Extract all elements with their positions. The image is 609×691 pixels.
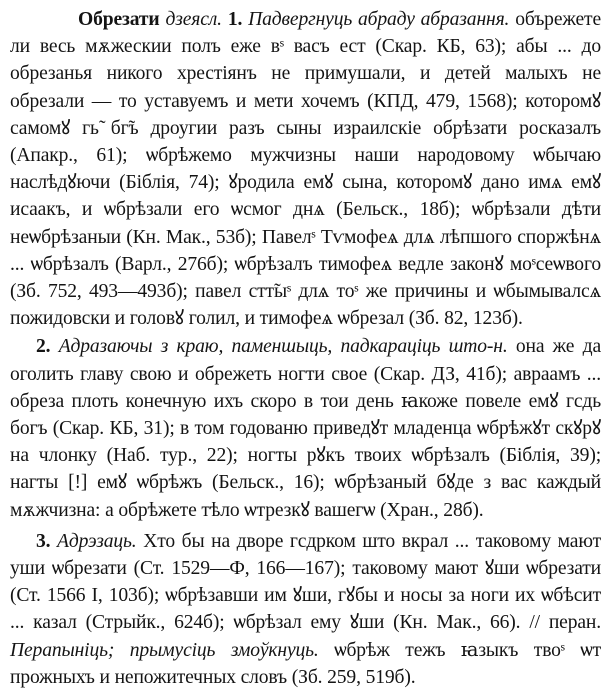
grammar-label: дзеясл. (165, 9, 222, 30)
sense-definition: Адрэзаць. (57, 530, 137, 552)
sense-citations: Хто бы на дворе гсдрком што вкрал ... таковому мают уши ѡбрезати (Ст. 1529—Ф, 166—167); таковому мают ꙋши ѡбрезати (Ст. 1566 I, 103б); ѡбрѣзавши им ꙋши, гꙋбы и носы за ноги их ѡбѣсит ... казал (Стрыйк., 624б); ѡбрѣзал ему ꙋши (Кн. Мак., 66). // перан. (10, 530, 601, 634)
headword: Обрезати (78, 9, 160, 30)
sense-1-paragraph (10, 6, 601, 332)
figurative-citation: ѡбрѣж тежъ ꙗзыкъ твоˢ ѡт прожныхъ и непожитечных словъ (Зб. 259, 519б). (10, 639, 601, 688)
sense-citations: она же да оголить главу свою и обрежеть ногти свое (Скар. ДЗ, 41б); авраамъ ... обреза плоть конечную ихъ скоро в тои день ꙗкоже повеле емꙋ гсдь богъ (Скар. КБ, 31); в том годованю приведꙋт младенца ѡбрѣжꙋт скꙋрꙋ на члонку (Наб. тур., 22); ногты рꙋкъ твоих ѡбрѣзалъ (Біблія, 39); нагты [!] емꙋ ѡбрѣжъ (Бельск., 16); ѡбрѣзаный бꙋде з вас каждый мѫжчизна: а обрѣжете тѣло ѡтрезкꙋ вашегѡ (Хран., 28б). (10, 336, 601, 521)
sense-definition: Адразаючы з краю, паменшыць, падкараціць што-н. (58, 336, 508, 358)
figurative-definition: Перапыніць; прымусіць змоўкнуць. (10, 639, 319, 661)
sense-number: 3. (36, 530, 51, 552)
sense-number: 2. (36, 336, 51, 358)
sense-definition: Падвергнуць абраду абразання. (248, 9, 510, 30)
sense-2-paragraph (10, 333, 601, 523)
sense-3-paragraph (10, 528, 601, 691)
sense-citations: обърежете ли весь мѫжескии полъ еже вˢ васъ ест (Скар. КБ, 63); абы ... до обрезанья никого хрестіянъ не примушали, и детей малыхъ не обрезали — то уставуемъ и мети хочемъ (КПД, 479, 1568); которомꙋ самомꙋ гь̃ бг̃ъ дроугии разъ сыны израилскіе обрѣзати росказалъ (Апакр., 61); ѡбрѣжемо мужчизны наши народовому ѡбычаю наслѣдꙋючи (Біблія, 74); ꙋродила емꙋ сына, которомꙋ дано имѧ емꙋ исаакъ, и ѡбрѣзали его ѡсмог днѧ (Бельск., 18б); ѡбрѣзали дѣти неѡбрѣзаныи (Кн. Мак., 53б); Павелˢ Тѵмофеѧ длѧ лѣпшого споржѣнѧ ... ѡбрѣзалъ (Варл., 276б); ѡбрѣзалъ тимофеѧ ведле законꙋ моˢсеѡвого (Зб. 752, 493—493б); павел стт̃ыˢ длѧ тоˢ же причины и ѡбымывалсѧ пожидовски и головꙋ голил, и тимофеѧ ѡбрезал (Зб. 82, 123б). (10, 9, 602, 330)
sense-number: 1. (227, 9, 243, 30)
